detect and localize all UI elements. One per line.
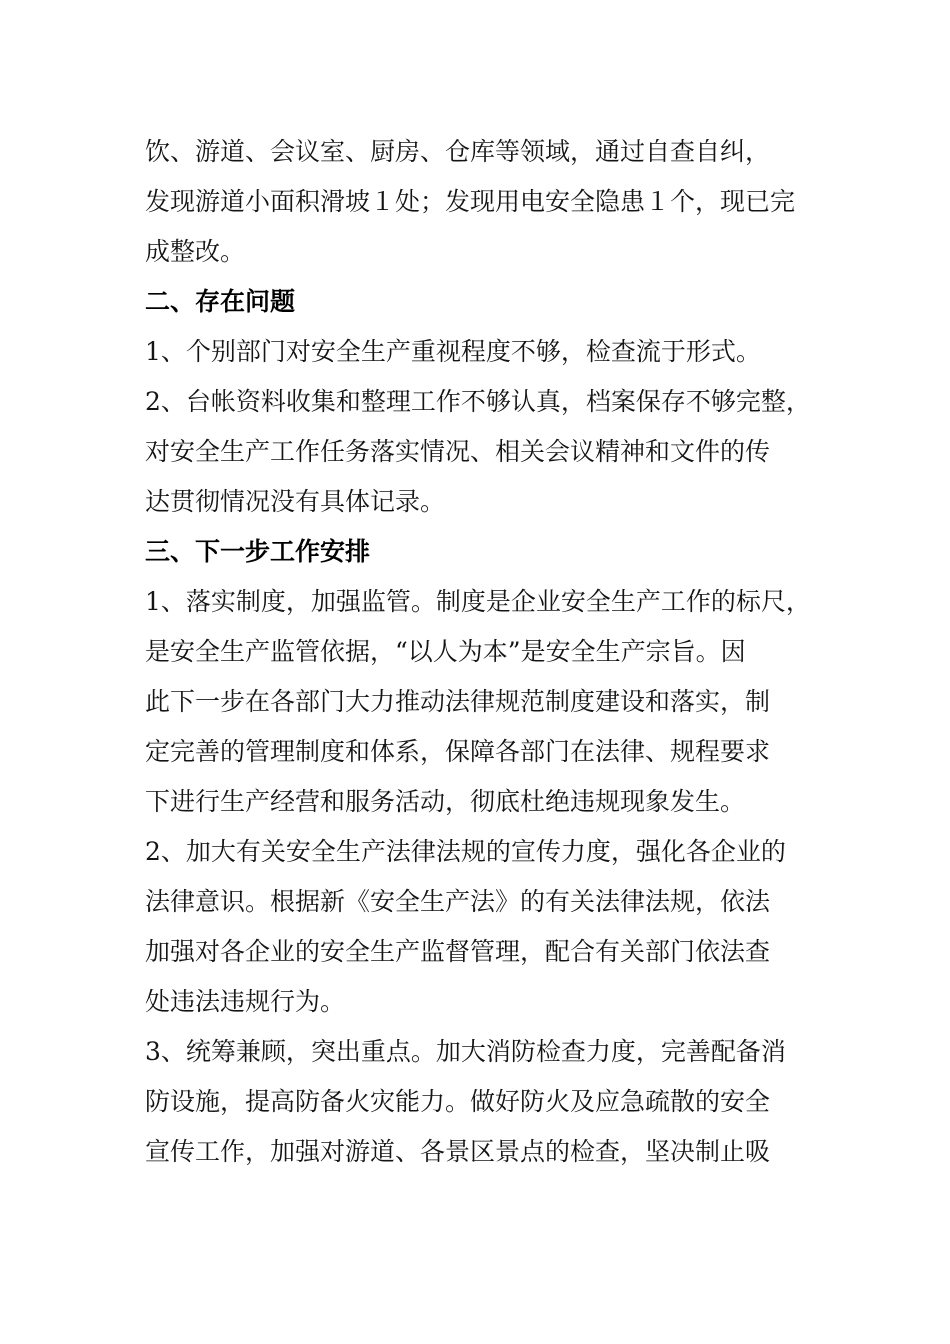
plan-item-2 (145, 827, 813, 1027)
text-line: 法律意识。根据新《安全生产法》的有关法律法规，依法 (145, 887, 771, 916)
text-line: 防设施，提高防备火灾能力。做好防火及应急疏散的安全 (145, 1087, 771, 1116)
section-heading-issues: 二、存在问题 (145, 287, 296, 316)
text-line: 此下一步在各部门大力推动法律规范制度建设和落实，制 (145, 687, 771, 716)
plan-item-1 (145, 577, 813, 827)
intro-paragraph (145, 127, 813, 277)
text-line: 宣传工作，加强对游道、各景区景点的检查，坚决制止吸 (145, 1137, 771, 1166)
text-line: 成整改。 (145, 237, 246, 266)
text-line: 1、落实制度，加强监管。制度是企业安全生产工作的标尺， (145, 587, 811, 616)
section-heading-next-steps: 三、下一步工作安排 (145, 537, 371, 566)
text-line: 是安全生产监管依据，“以人为本”是安全生产宗旨。因 (145, 637, 746, 666)
text-line: 加强对各企业的安全生产监督管理，配合有关部门依法查 (145, 937, 771, 966)
plan-item-3 (145, 1027, 813, 1177)
text-line: 2、台帐资料收集和整理工作不够认真，档案保存不够完整， (145, 387, 811, 416)
text-line: 处违法违规行为。 (145, 987, 346, 1016)
text-line: 达贯彻情况没有具体记录。 (145, 487, 446, 516)
issue-item-2 (145, 377, 813, 527)
text-line: 1、个别部门对安全生产重视程度不够，检查流于形式。 (145, 337, 761, 366)
text-line: 定完善的管理制度和体系，保障各部门在法律、规程要求 (145, 737, 771, 766)
text-line: 3、统筹兼顾，突出重点。加大消防检查力度，完善配备消 (145, 1037, 786, 1066)
text-line: 2、加大有关安全生产法律法规的宣传力度，强化各企业的 (145, 837, 786, 866)
text-line: 下进行生产经营和服务活动，彻底杜绝违规现象发生。 (145, 787, 746, 816)
text-line: 饮、游道、会议室、厨房、仓库等领域，通过自查自纠， (145, 137, 771, 166)
text-line: 对安全生产工作任务落实情况、相关会议精神和文件的传 (145, 437, 771, 466)
text-line: 发现游道小面积滑坡１处；发现用电安全隐患１个，现已完 (145, 187, 796, 216)
issue-item-1 (145, 327, 813, 377)
document-body (145, 127, 813, 1177)
